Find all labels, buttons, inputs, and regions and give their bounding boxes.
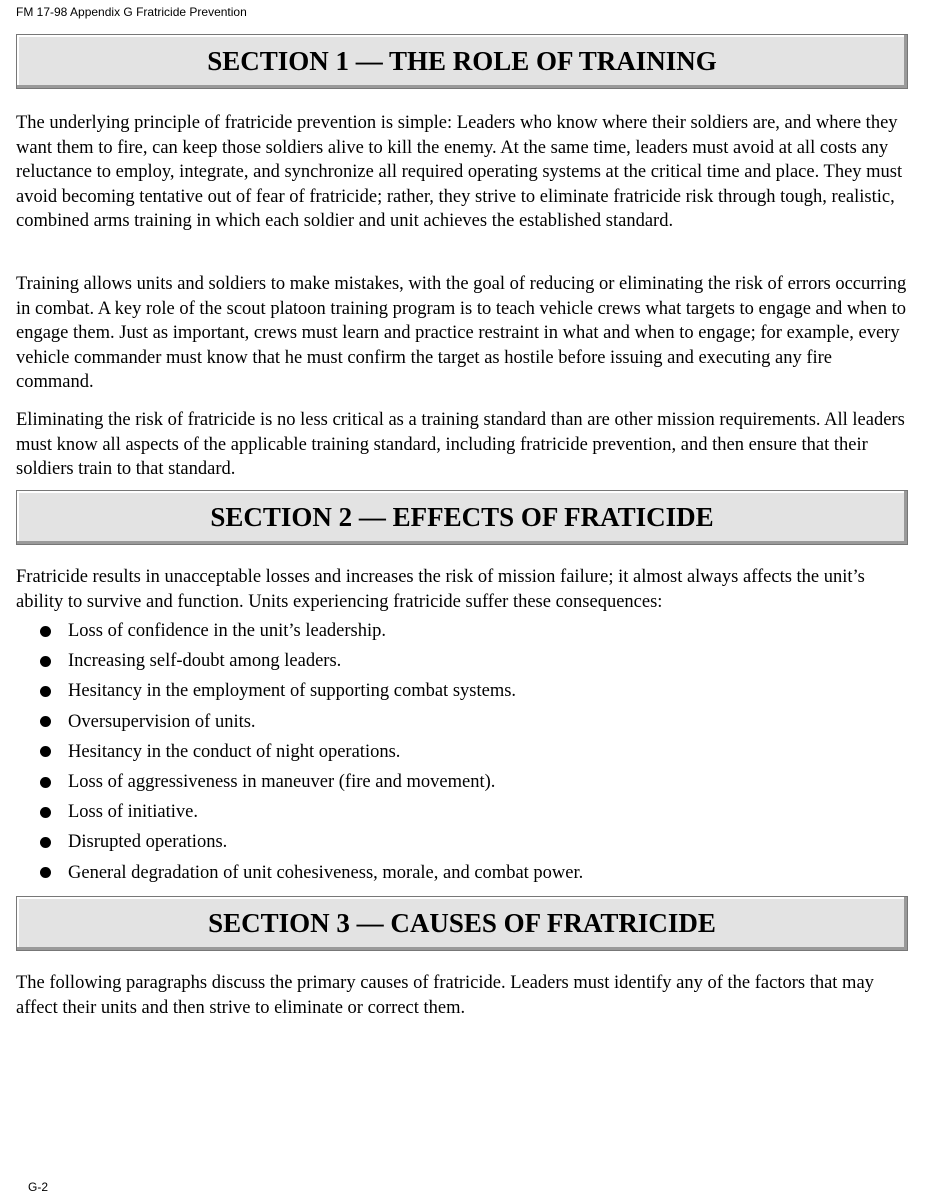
list-item: Loss of aggressiveness in maneuver (fire and movement). — [40, 767, 900, 797]
bullet-icon — [40, 686, 51, 697]
section-1-title: SECTION 1 — THE ROLE OF TRAINING — [207, 46, 717, 76]
bullet-icon — [40, 807, 51, 818]
bullet-icon — [40, 656, 51, 667]
bullet-icon — [40, 746, 51, 757]
section-1-header — [16, 34, 908, 89]
bullet-icon — [40, 716, 51, 727]
bullet-icon — [40, 867, 51, 878]
running-head: FM 17-98 Appendix G Fratricide Prevention — [16, 5, 247, 19]
bullet-icon — [40, 837, 51, 848]
page-number: G-2 — [28, 1180, 49, 1194]
section-3-intro: The following paragraphs discuss the primary causes of fratricide. Leaders must identify any of the factors that may affect their units and then strive to eliminate or correct them. — [16, 973, 874, 1018]
list-item: Oversupervision of units. — [40, 707, 900, 737]
section-2-intro: Fratricide results in unacceptable losses and increases the risk of mission failure; it almost always affects the unit’s ability to survive and function. Units experiencing fratricide suffer these consequences: — [16, 567, 865, 612]
list-item: Hesitancy in the conduct of night operations. — [40, 737, 900, 767]
section-1-paragraph-2: Training allows units and soldiers to make mistakes, with the goal of reducing or eliminating the risk of errors occurring in combat. A key role of the scout platoon training program is to teach vehicle crews what targets to engage and when to engage them. Just as important, crews must learn and practice restraint in what and when to engage; for example, every vehicle commander must know that he must confirm the target as hostile before issuing and executing any fire command. — [16, 274, 907, 392]
section-3-header — [16, 896, 908, 951]
list-item: General degradation of unit cohesiveness, morale, and combat power. — [40, 858, 900, 888]
list-item: Loss of initiative. — [40, 797, 900, 827]
effects-list — [40, 616, 900, 888]
list-item: Increasing self-doubt among leaders. — [40, 646, 900, 676]
list-item: Loss of confidence in the unit’s leadership. — [40, 616, 900, 646]
bullet-icon — [40, 626, 51, 637]
section-1-paragraph-1: The underlying principle of fratricide prevention is simple: Leaders who know where their soldiers are, and where they want them to fire, can keep those soldiers alive to kill the enemy. At the same time, leaders must avoid at all costs any reluctance to employ, integrate, and synchronize all required operating systems at the critical time and place. They must avoid becoming tentative out of fear of fratricide; rather, they strive to eliminate fratricide risk through tough, realistic, combined arms training in which each soldier and unit achieves the established standard. — [16, 113, 903, 231]
section-2-header — [16, 490, 908, 545]
bullet-icon — [40, 777, 51, 788]
list-item: Disrupted operations. — [40, 827, 900, 857]
section-2-title: SECTION 2 — EFFECTS OF FRATICIDE — [210, 502, 714, 532]
section-3-title: SECTION 3 — CAUSES OF FRATRICIDE — [208, 908, 716, 938]
list-item: Hesitancy in the employment of supporting combat systems. — [40, 676, 900, 706]
section-1-paragraph-3: Eliminating the risk of fratricide is no less critical as a training standard than are other mission requirements. All leaders must know all aspects of the applicable training standard, including fratricide prevention, and then ensure that their soldiers train to that standard. — [16, 410, 905, 479]
